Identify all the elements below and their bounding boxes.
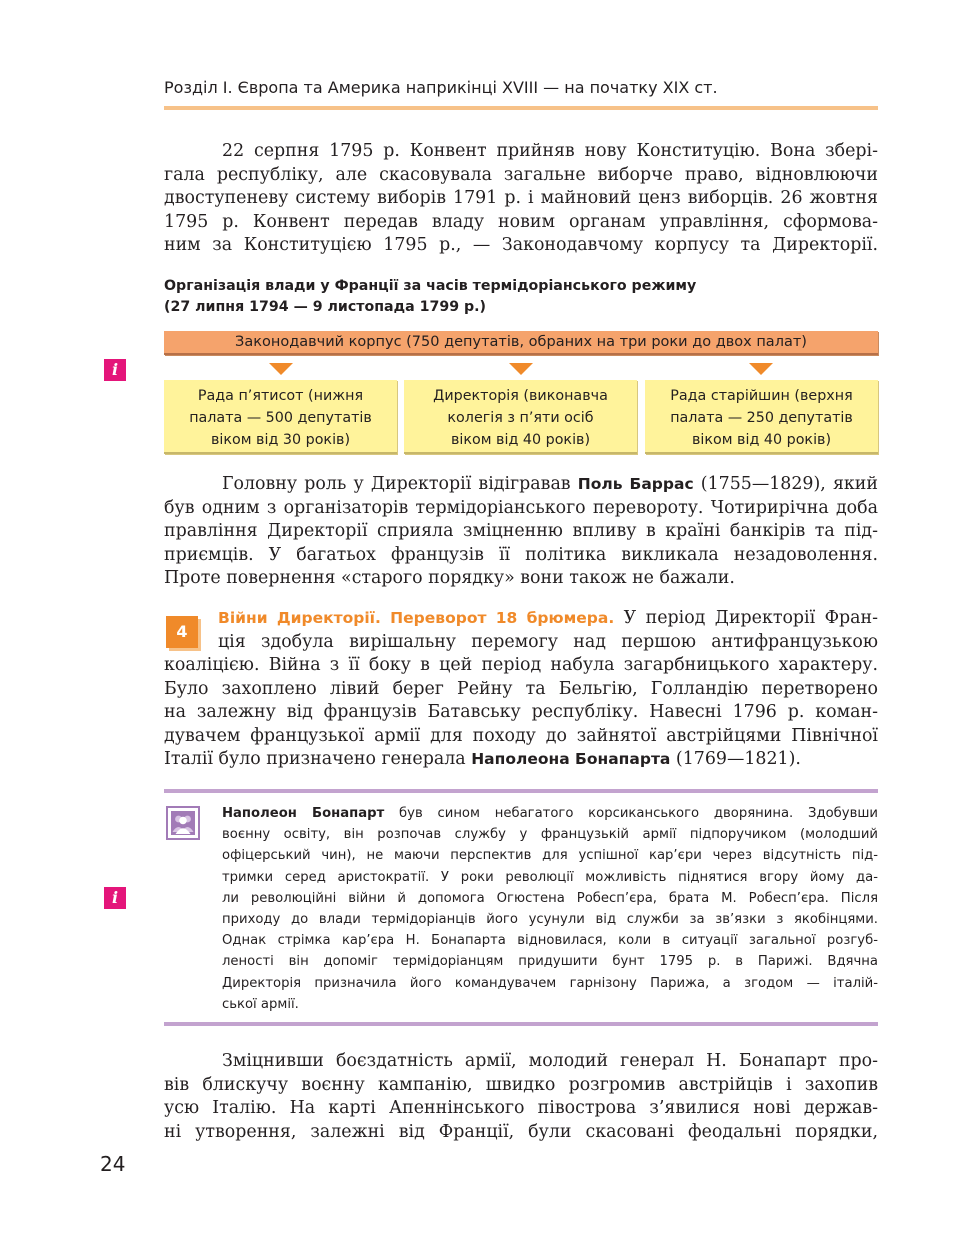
text-line: леності він допоміг термідоріанцям придушити бунт 1795 р. в Парижі. Вдячна bbox=[222, 954, 878, 970]
text-run: Головну роль у Директорії відігравав bbox=[222, 474, 578, 494]
text-line: гала республіку, але скасовувала загальне виборче право, відновлюючи bbox=[164, 164, 878, 185]
text-line: тримки серед аристократії. У роки революції можливість піднятися вгору йому да- bbox=[222, 869, 878, 885]
box-line: колегія з п’яти осіб bbox=[447, 410, 594, 426]
section-number-badge: 4 bbox=[166, 616, 198, 648]
text-line: усю Італію. На карті Апеннінського півострова з’явилися нові держав- bbox=[164, 1098, 878, 1118]
text-line: Директорія призначила його командувачем гарнізону Парижа, а згодом — італій- bbox=[222, 975, 878, 991]
text-line: Було захоплено лівий берег Рейну та Бельгію, Голландію перетворено bbox=[164, 678, 878, 699]
text-line: приходу до влади термідоріанців його усунули від служби за зв’язки з якобінцями. bbox=[222, 912, 878, 928]
text-run: (1769—1821). bbox=[670, 749, 801, 769]
paragraph-barras bbox=[164, 473, 878, 591]
text-line: вів блискучу воєнну кампанію, швидко розгромив австрійців і захопив bbox=[164, 1074, 878, 1095]
info-marker-icon: i bbox=[104, 887, 126, 909]
note-bottom-rule bbox=[164, 1022, 878, 1026]
box-line: віком від 40 років) bbox=[450, 432, 591, 448]
council-of-elders-box bbox=[645, 380, 878, 454]
note-top-rule bbox=[164, 789, 878, 793]
box-line: палата — 250 депутатів bbox=[670, 410, 853, 426]
person-name: Поль Баррас bbox=[577, 475, 694, 493]
text-line: ним за Конституцією 1795 р., — Законодавчому корпусу та Директорії. bbox=[164, 235, 878, 255]
down-arrow-icon bbox=[269, 363, 293, 375]
box-line: Директорія (виконавча bbox=[433, 388, 608, 404]
text-line: коаліцією. Війна з її боку в цей період набула загарбницького характеру. bbox=[164, 655, 878, 675]
text-run: був сином небагатого корсиканського дворянина. Здобувши bbox=[384, 806, 878, 821]
text-line: був одним з організаторів термідоріанського перевороту. Чотирирічна доба bbox=[164, 497, 878, 518]
text-line: дувачем французької армії для походу до зайнятої австрійцями Північної bbox=[164, 725, 878, 746]
text-line: Однак стрімка кар’єра Н. Бонапарта відновилася, коли в ситуації загальної розгуб- bbox=[222, 933, 878, 949]
napoleon-biography-note bbox=[222, 803, 878, 1015]
text-line: офіцерський чин), не маючи перспектив для успішної кар’єри через відсутність під- bbox=[222, 848, 878, 864]
text-line: 22 серпня 1795 р. Конвент прийняв нову Конституцію. Вона збері- bbox=[222, 141, 878, 161]
person-icon bbox=[166, 806, 200, 840]
text-line: приємців. У багатьох французів її політика викликала незадоволення. bbox=[164, 544, 878, 565]
box-line: віком від 40 років) bbox=[691, 432, 832, 448]
text-run: (1755—1829), який bbox=[693, 474, 878, 494]
text-line: ської армії. bbox=[222, 996, 299, 1012]
text-line bbox=[164, 607, 878, 631]
box-line: палата — 500 депутатів bbox=[189, 410, 372, 426]
diagram-title-line: (27 липня 1794 — 9 листопада 1799 р.) bbox=[164, 299, 487, 315]
paragraph-constitution bbox=[164, 140, 878, 258]
text-line: ли революційні війни й допомога Огюстена Робесп’єра, брата М. Робесп’єра. Після bbox=[222, 890, 878, 906]
text-line bbox=[164, 473, 878, 497]
text-run: У період Директорії Фран- bbox=[614, 608, 878, 628]
text-line: на залежну від французів Батавську республіку. Навесні 1796 р. коман- bbox=[164, 702, 878, 722]
text-line: ні утворення, залежні від Франції, були скасовані феодальні порядки, bbox=[164, 1121, 878, 1142]
person-name: Наполеона Бонапарта bbox=[471, 750, 671, 768]
text-line bbox=[222, 803, 878, 824]
legislative-corps-box: Законодавчий корпус (750 депутатів, обраних на три роки до двох палат) bbox=[164, 331, 878, 355]
text-line: 1795 р. Конвент передав владу новим органам управління, сформова- bbox=[164, 211, 878, 232]
text-line: двоступеневу систему виборів 1791 р. і майновий ценз виборців. 26 жовтня bbox=[164, 188, 878, 208]
text-line: воєнну освіту, він розпочав службу у французькій армії підпоручиком (молодший bbox=[222, 827, 878, 843]
header-rule bbox=[164, 106, 878, 110]
person-name: Наполеон Бонапарт bbox=[222, 806, 385, 821]
chapter-header: Розділ І. Європа та Америка наприкінці XVIII — на початку XIX ст. bbox=[164, 78, 718, 97]
paragraph-section-4 bbox=[164, 607, 878, 772]
info-marker-icon: i bbox=[104, 359, 126, 381]
section-title: Війни Директорії. Переворот 18 брюмера. bbox=[218, 609, 615, 627]
text-line bbox=[164, 748, 878, 772]
text-line: Проте повернення «старого порядку» вони також не бажали. bbox=[164, 568, 735, 588]
down-arrow-icon bbox=[749, 363, 773, 375]
diagram-title-line: Організація влади у Франції за часів термідоріанського режиму bbox=[164, 278, 697, 294]
box-line: Рада п’ятисот (нижня bbox=[197, 388, 364, 404]
box-line: віком від 30 років) bbox=[210, 432, 351, 448]
text-line: правління Директорії сприяла зміцненню впливу в країні банкірів та під- bbox=[164, 521, 878, 541]
box-line: Рада старійшин (верхня bbox=[670, 388, 853, 404]
council-of-five-hundred-box bbox=[164, 380, 397, 454]
directory-box bbox=[404, 380, 637, 454]
paragraph-italian-campaign bbox=[164, 1050, 878, 1144]
text-line: Зміцнивши боєздатність армії, молодий генерал Н. Бонапарт про- bbox=[222, 1051, 878, 1071]
text-line: ція здобула вирішальну перемогу над першою антифранцузькою bbox=[218, 631, 878, 652]
diagram-title bbox=[164, 276, 878, 318]
page-number: 24 bbox=[100, 1152, 126, 1176]
down-arrow-icon bbox=[509, 363, 533, 375]
text-run: Італії було призначено генерала bbox=[164, 749, 472, 769]
